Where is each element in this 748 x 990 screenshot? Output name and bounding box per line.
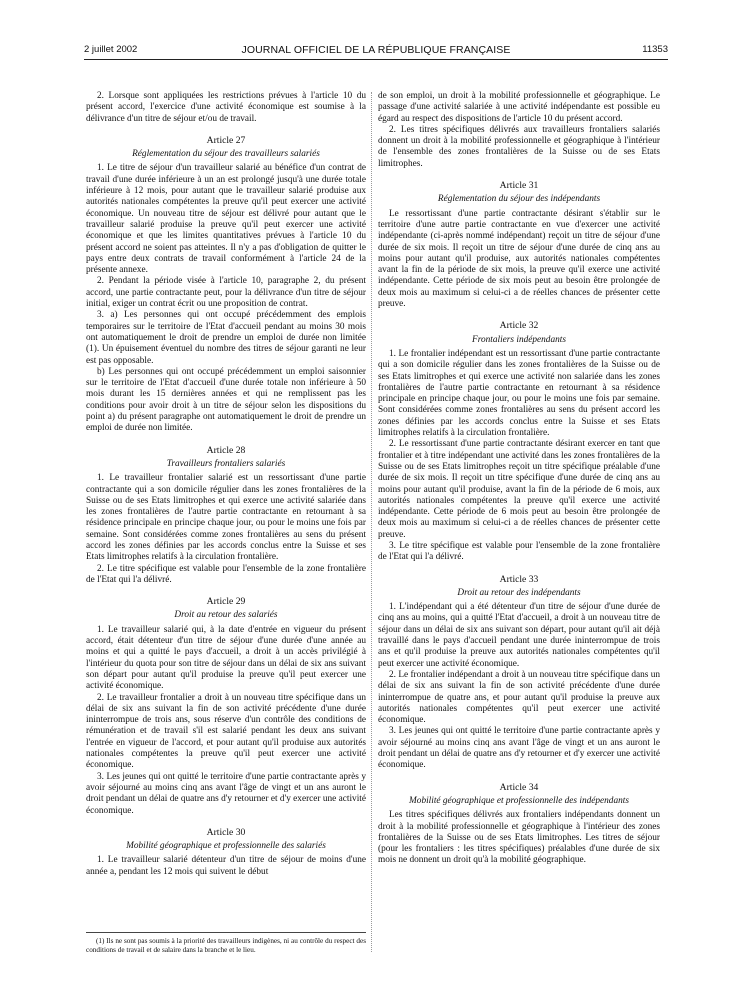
paragraph: 2. Le frontalier indépendant a droit à un nouveau titre spécifique dans un délai de six ans suivant la fin de son activité précédente d'une durée ininterrompue de quatre ans, et pour autant qu'il produise la preuve aux autorités nationales compétentes qu'il peut exercer une activité économique.	[378, 669, 660, 726]
article-subtitle: Mobilité géographique et professionnelle des salariés	[126, 841, 326, 852]
paragraph: 1. Le travailleur frontalier salarié est un ressortissant d'une partie contractante qui a son domicile régulier dans les zones frontalières de la Suisse ou de ses Etats limitrophes et qui exerce une activité salariée dans les zones frontalières de l'autre partie contractante en retournant à sa résidence principale en principe chaque jour, ou pour le moins une fois par semaine. Sont considérées comme zones frontalières au sens du présent accord les zones définies par les accords conclus entre la Suisse et ses Etats limitrophes relatifs à la circulation frontalière.	[86, 473, 366, 563]
paragraph: de son emploi, un droit à la mobilité professionnelle et géographique. Le passage d'une activité salariée à une activité indépendante est possible eu égard au respect des dispositions de l'article 10 du présent accord.	[378, 91, 660, 124]
article-subtitle: Mobilité géographique et professionnelle des indépendants	[409, 795, 629, 806]
paragraph: 3. Les jeunes qui ont quitté le territoire d'une partie contractante après y avoir séjourné au moins cinq ans avant l'âge de vingt et un ans auront le droit pendant un délai de quatre ans d'y retourner et d'y exercer une activité économique.	[86, 771, 366, 816]
page-header	[84, 44, 668, 60]
article-subtitle: Frontaliers indépendants	[472, 334, 566, 345]
article-heading: Article 31	[499, 180, 539, 192]
article-subtitle: Réglementation du séjour des travailleurs salariés	[132, 149, 320, 160]
paragraph: b) Les personnes qui ont occupé précédemment un emploi saisonnier sur le territoire de l'Etat d'accueil d'une durée totale non inférieure à 50 mois durant les 15 dernières années et qui ne remplissent pas les conditions pour avoir droit à un titre de séjour selon les dispositions du point a) du présent paragraphe ont automatiquement le droit de prendre un emploi de durée non limitée.	[86, 366, 366, 434]
article-subtitle: Réglementation du séjour des indépendants	[437, 194, 601, 205]
paragraph: 2. Le travailleur frontalier a droit à un nouveau titre spécifique dans un délai de six ans suivant la fin de son activité précédente d'une durée ininterrompue de trois ans, sous réserve d'un contrôle des conditions de rémunération et de travail s'il est salarié pendant les deux ans suivant l'entrée en vigueur de l'accord, et pour autant qu'il produise aux autorités nationales compétentes la preuve qu'il peut exercer une activité économique.	[86, 692, 366, 771]
paragraph: 1. L'indépendant qui a été détenteur d'un titre de séjour d'une durée de cinq ans au moins, qui a quitté l'Etat d'accueil, a droit à un nouveau titre de séjour dans un délai de six ans suivant son départ, pour autant qu'il ait déjà travaillé dans le pays d'accueil pendant une durée ininterrompue de trois ans et qu'il produise la preuve aux autorités nationales compétentes qu'il peut exercer une activité économique.	[378, 602, 660, 669]
footnote	[86, 932, 366, 954]
paragraph: 1. Le titre de séjour d'un travailleur salarié au bénéfice d'un contrat de travail d'une durée inférieure à un an est prolongé jusqu'à une durée totale inférieure à 12 mois, pour autant que le travailleur salarié produise aux autorités nationales compétentes la preuve qu'il peut exercer une activité économique. Un nouveau titre de séjour est délivré pour autant que le travailleur salarié produise la preuve qu'il peut exercer une activité économique et que les limites quantitatives prévues à l'article 10 du présent accord ne soient pas atteintes. Il n'y a pas d'obligation de quitter le pays entre deux contrats de travail conformément à l'article 24 de la présente annexe.	[86, 163, 366, 276]
paragraph: 1. Le frontalier indépendant est un ressortissant d'une partie contractante qui a son domicile régulier dans les zones frontalières de la Suisse ou de ses Etats limitrophes et qui exerce une activité non salariée dans les zones frontalières de l'autre partie contractante en retournant à sa résidence principale en principe chaque jour, ou pour le moins une fois par semaine. Sont considérées comme zones frontalières au sens du présent accord les zones définies par les accords conclus entre la Suisse et ses Etats limitrophes relatifs à la circulation frontalière.	[378, 348, 660, 439]
article-heading: Article 30	[206, 826, 246, 838]
paragraph: 1. Le travailleur salarié qui, à la date d'entrée en vigueur du présent accord, était détenteur d'un titre de séjour d'une durée d'une année au moins et qui a quitté le pays d'accueil, a droit à un accès privilégié à l'intérieur du quota pour son titre de séjour dans un délai de six ans suivant son départ pour autant qu'il produise la preuve qu'il peut exercer une activité économique.	[86, 624, 366, 692]
article-subtitle: Droit au retour des indépendants	[457, 587, 581, 598]
paragraph: 3. a) Les personnes qui ont occupé précédemment des emplois temporaires sur le territoire de l'Etat d'accueil pendant au moins 30 mois ont automatiquement le droit de prendre un emploi de durée non limitée (1). Un épuisement éventuel du nombre des titres de séjour garanti ne leur est pas opposable.	[86, 310, 366, 366]
article-heading: Article 32	[499, 320, 539, 332]
paragraph: 1. Le travailleur salarié détenteur d'un titre de séjour de moins d'une année a, pendant les 12 mois qui suivent le début	[86, 855, 366, 877]
right-column	[378, 91, 660, 867]
paragraph: Les titres spécifiques délivrés aux frontaliers indépendants donnent un droit à la mobilité professionnelle et géographique à l'intérieur des zones frontalières de la Suisse ou de ses Etats limitrophes. Les titres de séjour (pour les frontaliers : les titres spécifiques) préalables d'une durée de six mois ne donnent un droit qu'à la mobilité géographique.	[378, 810, 660, 866]
article-heading: Article 27	[206, 134, 246, 146]
paragraph: 2. Les titres spécifiques délivrés aux travailleurs frontaliers salariés donnent un droit à la mobilité professionnelle et géographique à l'intérieur de l'ensemble des zones frontalières de la Suisse ou de ses Etats limitrophes.	[378, 124, 660, 169]
article-heading: Article 34	[499, 781, 539, 793]
paragraph: Le ressortissant d'une partie contractante désirant s'établir sur le territoire d'une autre partie contractante en vue d'exercer une activité indépendante (ci-après nommé indépendant) reçoit un titre de séjour d'une durée de six mois. Il reçoit un titre de séjour d'une durée de cinq ans au moins pour autant qu'il produise, aux autorités nationales compétentes avant la fin de la période de six mois, la preuve qu'il exerce une activité indépendante. Cette période de six mois peut au besoin être prolongée de deux mois au maximum si celui-ci a de réelles chances de présenter cette preuve.	[378, 208, 660, 310]
paragraph: 2. Le ressortissant d'une partie contractante désirant exercer en tant que frontalier et à titre indépendant une activité dans les zones frontalières de la Suisse ou de ses Etats limitrophes reçoit un titre spécifique préalable d'une durée de six mois. Il reçoit un titre spécifique d'une durée de cinq ans au moins pour autant qu'il produise, avant la fin de la période de 6 mois, aux autorités nationales compétentes la preuve qu'il exerce une activité indépendante. Cette période de 6 mois peut au besoin être prolongée de deux mois au maximum si celui-ci a de réelles chances de présenter cette preuve.	[378, 439, 660, 540]
paragraph: 3. Le titre spécifique est valable pour l'ensemble de la zone frontalière de l'Etat qui l'a délivré.	[378, 540, 660, 563]
article-heading: Article 29	[206, 596, 246, 608]
footnote-text: (1) Ils ne sont pas soumis à la priorité des travailleurs indigènes, ni au contrôle du respect des conditions de travail et de salaire dans la branche et le lieu.	[86, 937, 366, 954]
paragraph: 2. Le titre spécifique est valable pour l'ensemble de la zone frontalière de l'Etat qui l'a délivré.	[86, 563, 366, 585]
paragraph: 2. Lorsque sont appliquées les restrictions prévues à l'article 10 du présent accord, l'exercice d'une activité économique est soumise à la délivrance d'un titre de séjour et/ou de travail.	[86, 91, 366, 124]
paragraph: 2. Pendant la période visée à l'article 10, paragraphe 2, du présent accord, une partie contractante peut, pour la délivrance d'un titre de séjour initial, exiger un contrat écrit ou une proposition de contrat.	[86, 276, 366, 310]
page-number: 11353	[642, 44, 668, 55]
left-column	[86, 91, 366, 878]
header-title: JOURNAL OFFICIEL DE LA RÉPUBLIQUE FRANÇAISE	[241, 44, 511, 56]
article-subtitle: Droit au retour des salariés	[174, 610, 278, 621]
article-heading: Article 28	[206, 444, 246, 456]
column-divider	[371, 92, 372, 952]
header-date: 2 juillet 2002	[84, 44, 138, 55]
article-heading: Article 33	[499, 573, 539, 585]
paragraph: 3. Les jeunes qui ont quitté le territoire d'une partie contractante après y avoir séjourné au moins cinq ans avant l'âge de vingt et un ans auront le droit pendant un délai de quatre ans d'y retourner et d'y exercer une activité économique.	[378, 726, 660, 771]
article-subtitle: Travailleurs frontaliers salariés	[166, 458, 286, 469]
